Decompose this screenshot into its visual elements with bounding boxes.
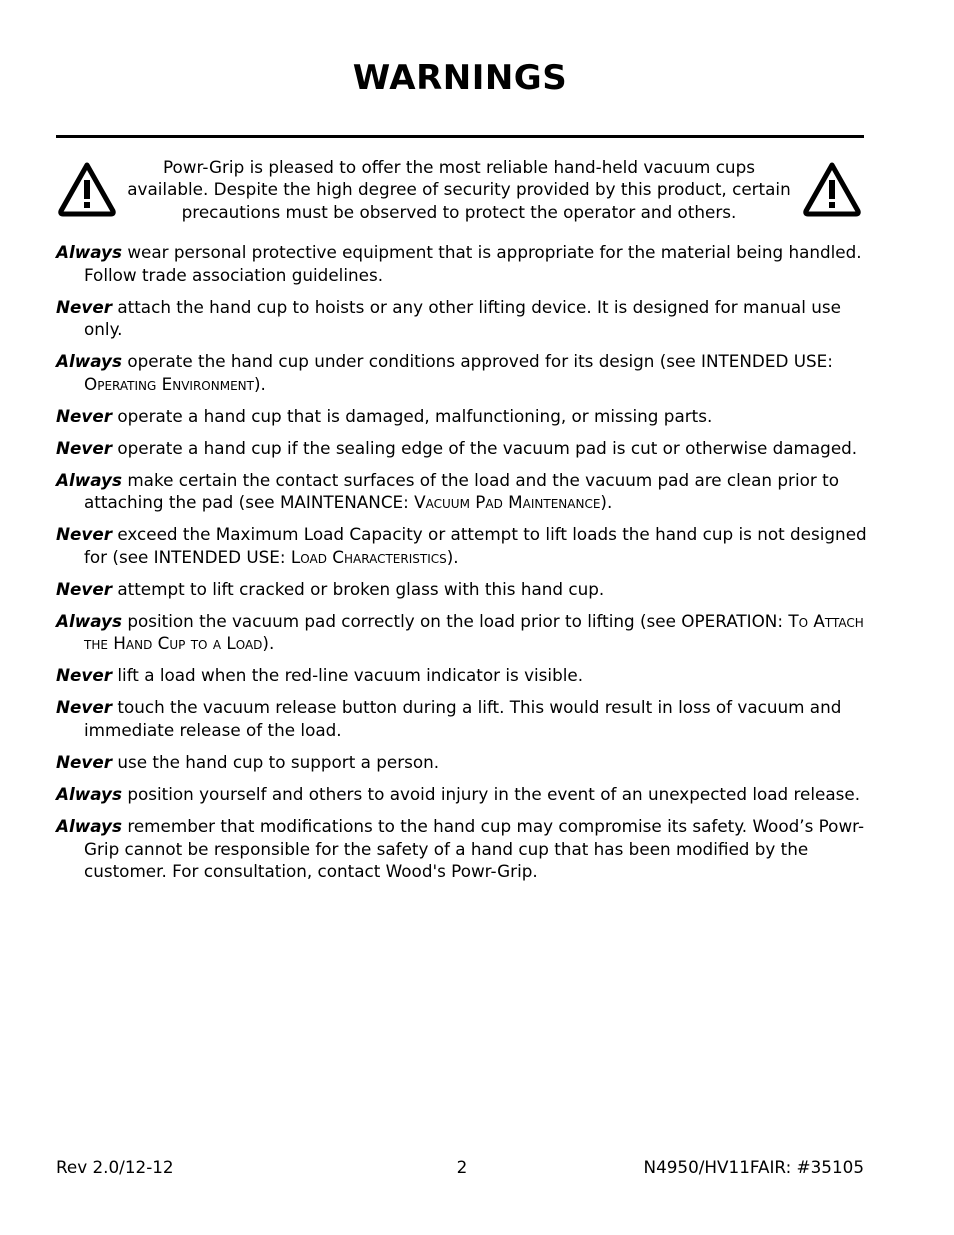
warning-keyword: Always bbox=[56, 610, 122, 631]
warning-item: Always position the vacuum pad correctly on the load prior to lifting (see OPERATION: To Attach the Hand Cup to a Load). bbox=[56, 610, 864, 654]
warning-text: operate a hand cup that is damaged, malfunctioning, or missing parts. bbox=[112, 405, 713, 426]
warning-text: attempt to lift cracked or broken glass with this hand cup. bbox=[112, 578, 605, 599]
warning-item bbox=[56, 783, 868, 806]
warning-item bbox=[56, 437, 868, 460]
section-reference: Vacuum Pad Maintenance bbox=[414, 492, 601, 513]
warning-text: wear personal protective equipment that is appropriate for the material being handled. Follow trade association guidelines. bbox=[84, 242, 862, 285]
warning-text: position the vacuum pad correctly on the load prior to lifting (see OPERATION: bbox=[121, 610, 789, 631]
warning-keyword: Never bbox=[56, 665, 113, 686]
warning-keyword: Never bbox=[56, 578, 113, 599]
warning-item bbox=[56, 696, 868, 741]
warning-item bbox=[56, 578, 868, 601]
warning-keyword: Always bbox=[56, 351, 122, 372]
section-reference: To Attach the Hand Cup to a Load bbox=[84, 610, 864, 654]
warning-text: position yourself and others to avoid injury in the event of an unexpected load release. bbox=[121, 783, 861, 804]
warning-item: Always make certain the contact surfaces of the load and the vacuum pad are clean prior to attaching the pad (see MAINTENANCE: Vacuum Pad Maintenance). bbox=[56, 469, 839, 513]
warning-text: exceed the Maximum Load Capacity or attempt to lift loads the hand cup is not designed for (see INTENDED USE: bbox=[84, 524, 867, 567]
warning-text: remember that modifications to the hand cup may compromise its safety. Wood’s Powr-Grip cannot be responsible for the safety of a hand cup that has been modified by the customer. For consultation, contact Wood's Powr-Grip. bbox=[84, 815, 865, 882]
warning-keyword: Never bbox=[56, 697, 113, 718]
warning-triangle-icon bbox=[801, 160, 863, 218]
warning-keyword: Always bbox=[56, 469, 122, 490]
warning-keyword: Never bbox=[56, 437, 113, 458]
section-reference: Load Characteristics bbox=[290, 546, 447, 567]
title-divider bbox=[56, 135, 864, 138]
warning-item bbox=[56, 751, 868, 774]
warning-item bbox=[56, 241, 868, 286]
page-title: WARNINGS bbox=[352, 58, 568, 98]
warning-item bbox=[56, 296, 868, 341]
warning-item bbox=[56, 664, 868, 687]
warning-text: operate a hand cup if the sealing edge of the vacuum pad is cut or otherwise damaged. bbox=[112, 437, 858, 458]
warning-keyword: Never bbox=[56, 524, 113, 545]
warning-text: touch the vacuum release button during a lift. This would result in loss of vacuum and immediate release of the load. bbox=[84, 697, 842, 740]
document-id: N4950/HV11FAIR: #35105 bbox=[643, 1157, 864, 1177]
warning-text: use the hand cup to support a person. bbox=[112, 751, 440, 772]
page-number: 2 bbox=[456, 1157, 468, 1177]
warning-text: lift a load when the red-line vacuum indicator is visible. bbox=[112, 665, 584, 686]
intro-text: Powr-Grip is pleased to offer the most reliable hand-held vacuum cups available. Despite the high degree of security provided by this product, certain precautions must be observed to protect the operator and others. bbox=[127, 157, 791, 222]
warning-item bbox=[56, 815, 868, 883]
section-reference: Operating Environment bbox=[84, 373, 254, 394]
warning-text: attach the hand cup to hoists or any other lifting device. It is designed for manual use only. bbox=[84, 296, 841, 340]
warning-text: operate the hand cup under conditions approved for its design (see INTENDED USE: bbox=[121, 351, 833, 372]
warning-text: make certain the contact surfaces of the load and the vacuum pad are clean prior to attaching the pad (see MAINTENANCE: bbox=[84, 469, 839, 513]
warning-triangle-icon bbox=[56, 160, 118, 218]
warnings-list bbox=[56, 241, 868, 892]
revision-label: Rev 2.0/12-12 bbox=[56, 1157, 174, 1177]
page-footer bbox=[56, 1157, 864, 1179]
warning-keyword: Always bbox=[56, 242, 122, 262]
warning-keyword: Always bbox=[56, 815, 122, 836]
warning-item: Always operate the hand cup under conditions approved for its design (see INTENDED USE: Operating Environment). bbox=[56, 351, 833, 394]
warning-item: Never exceed the Maximum Load Capacity or attempt to lift loads the hand cup is not designed for (see INTENDED USE: Load Characteristics). bbox=[56, 524, 867, 567]
warning-keyword: Always bbox=[56, 783, 122, 804]
warning-keyword: Never bbox=[56, 751, 113, 772]
warning-keyword: Never bbox=[56, 405, 113, 426]
warning-keyword: Never bbox=[56, 296, 113, 317]
warning-item bbox=[56, 405, 868, 428]
